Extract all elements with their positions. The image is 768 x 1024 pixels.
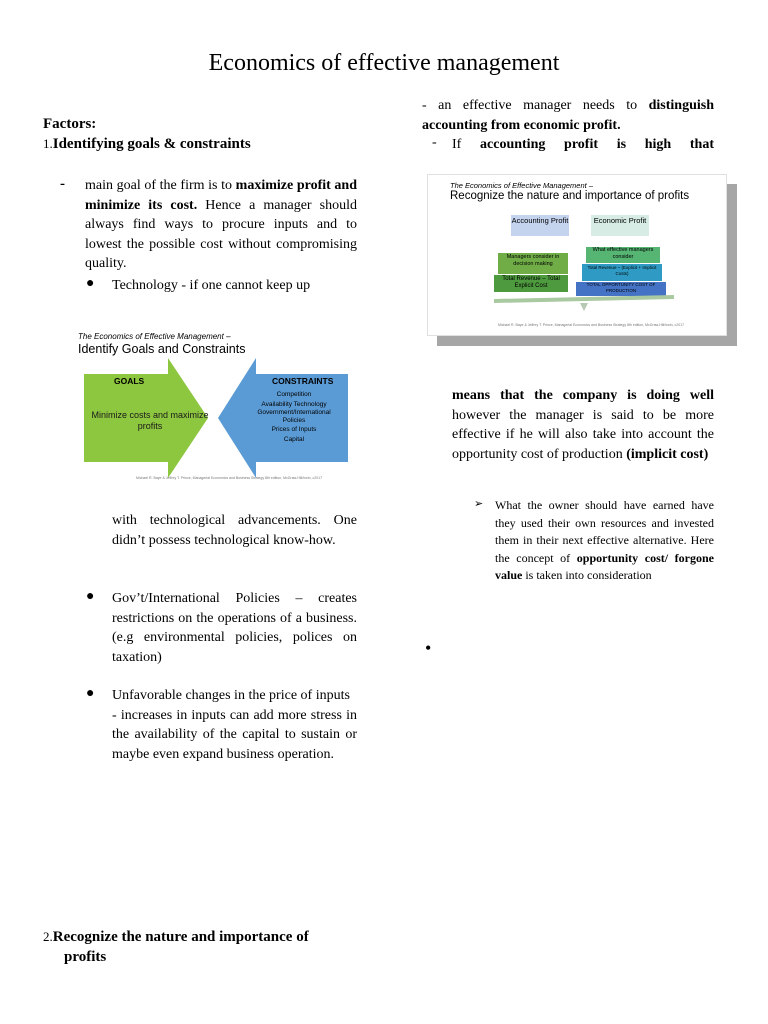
fig1-header: The Economics of Effective Management – bbox=[78, 332, 231, 341]
para1-text-b: maximize profit and minimize its cost. bbox=[85, 178, 357, 213]
economic-profit-box: Economic Profit bbox=[591, 215, 649, 236]
paragraph-doing-well bbox=[452, 386, 714, 464]
paragraph-distinguish-profit bbox=[422, 96, 714, 135]
balance-pivot bbox=[580, 303, 588, 311]
paragraph-main-goal bbox=[85, 176, 357, 274]
goals-text: Minimize costs and maximize profits bbox=[91, 410, 209, 431]
line2-text-b: accounting profit is high that bbox=[480, 137, 714, 152]
total-revenue-explicit-implicit-box: Total Revenue – (Explicit + Implicit Costs) bbox=[582, 264, 662, 281]
para1-text-a: main goal of the firm is to bbox=[85, 178, 236, 193]
sub-text-a: What the owner should have earned have they used their own resources and invested them in their next effective alternative. Here the concept of bbox=[495, 498, 714, 565]
para2-text-b: however the manager is said to be more effective if he will also take into account the opportunity cost of production bbox=[452, 407, 714, 462]
constraint-item: Competition bbox=[276, 391, 312, 398]
fig2-balance bbox=[488, 293, 678, 315]
item2-title-a: Recognize the nature and importance of bbox=[52, 929, 309, 945]
bullet-input-prices bbox=[112, 686, 357, 764]
item1-number: 1. bbox=[43, 136, 53, 151]
subpoint-opportunity-cost bbox=[495, 497, 714, 585]
balance-beam bbox=[494, 295, 674, 303]
constraints-list bbox=[246, 390, 342, 444]
para1-text-c: Hence a manager should always find ways to procure inputs and to lowest the possible cost without compromising quality. bbox=[85, 197, 357, 271]
bullet-icon: ● bbox=[86, 686, 95, 701]
line2-text-a: If bbox=[452, 137, 481, 152]
constraint-item: Capital bbox=[283, 435, 305, 443]
fig2-citation: Michael R. Baye & Jeffrey T. Prince, Managerial Economics and Business Strategy 8th edition, McGraw-Hill/Irwin, c2017 bbox=[498, 323, 685, 327]
fig1-citation: Michael R. Baye & Jeffrey T. Prince, Managerial Economics and Business Strategy 8th edition, McGraw-Hill/Irwin, c2017 bbox=[136, 476, 323, 480]
managers-box: Managers consider in decision making bbox=[498, 253, 568, 274]
dash-bullet: - bbox=[60, 176, 65, 192]
constraints-label: CONSTRAINTS bbox=[272, 376, 334, 386]
fig2-title: Recognize the nature and importance of profits bbox=[450, 190, 690, 202]
item1-heading bbox=[43, 136, 251, 153]
item2-heading bbox=[43, 927, 358, 967]
item2-number: 2. bbox=[43, 929, 53, 944]
effective-managers-box: What effective managers consider bbox=[586, 247, 660, 263]
accounting-profit-box: Accounting Profit bbox=[511, 215, 569, 236]
figure-goals-constraints bbox=[76, 326, 354, 486]
sub-text-b: opportunity cost/ forgone value bbox=[495, 550, 715, 582]
constraint-item: Prices of Inputs bbox=[271, 426, 317, 433]
factors-label: Factors: bbox=[43, 116, 97, 132]
page-title: Economics of effective management bbox=[208, 50, 560, 76]
bullet-policies: Gov’t/International Policies – creates restrictions on the operations of a business. (e.g environmental policies, polices on taxation) bbox=[112, 591, 357, 665]
fig1-title: Identify Goals and Constraints bbox=[78, 342, 246, 356]
goals-label: GOALS bbox=[114, 376, 145, 386]
para2-text-c: (implicit cost) bbox=[626, 446, 709, 462]
bullet-technology: Technology - if one cannot keep up bbox=[112, 278, 311, 293]
arrow-bullet-icon: ➢ bbox=[474, 498, 484, 510]
fig2-header: The Economics of Effective Management – bbox=[450, 181, 593, 190]
item1-title: Identifying goals & constraints bbox=[52, 136, 251, 152]
constraint-item: Availability Technology bbox=[261, 400, 327, 408]
technology-continued: with technological advancements. One didn’t possess technological know-how. bbox=[112, 513, 357, 548]
constraint-item: Government/International Policies bbox=[257, 409, 331, 424]
sub-text-c: is taken into consideration bbox=[522, 568, 652, 582]
item2-title-b: profits bbox=[64, 949, 107, 965]
lone-bullet-icon: • bbox=[425, 638, 432, 658]
bullet-icon: ● bbox=[86, 276, 95, 291]
line1-text-b: distinguish accounting from economic profit. bbox=[422, 98, 714, 133]
line-accounting-high bbox=[452, 135, 714, 155]
dash-bullet: - bbox=[432, 135, 437, 150]
bullet3-line-b: - increases in inputs can add more stress in the availability of the capital to sustain or maybe even expand business operation. bbox=[112, 707, 357, 762]
bullet3-line-a: Unfavorable changes in the price of inputs bbox=[112, 688, 350, 703]
total-revenue-box: Total Revenue – Total Explicit Cost bbox=[494, 275, 568, 292]
figure-profits bbox=[427, 174, 727, 336]
bullet-icon: ● bbox=[86, 589, 95, 604]
line1-text-a: - an effective manager needs to bbox=[422, 98, 649, 113]
total-opportunity-box: TOTAL OPPORTUNITY COST OF PRODUCTION bbox=[576, 282, 666, 296]
para2-text-a: means that the company is doing well bbox=[452, 388, 714, 403]
